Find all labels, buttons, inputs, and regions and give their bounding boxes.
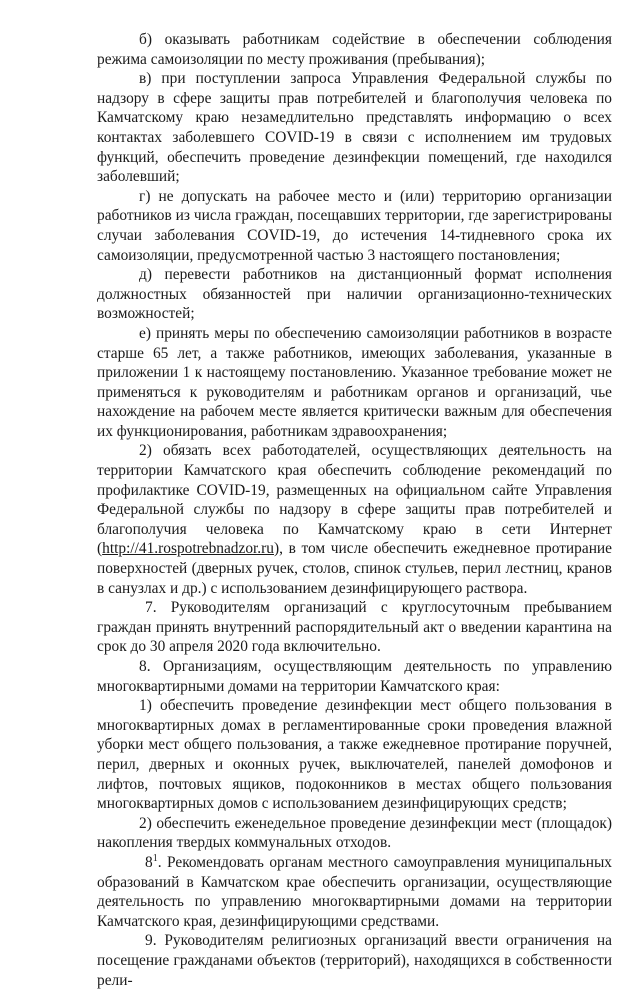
paragraph-d: д) перевести работников на дистанционный формат исполнения должностных обязанностей при наличии организационно-технических возможностей; [97,266,612,323]
paragraph-8-superscript-text: . Рекомендовать органам местного самоуправления муниципальных образований в Камчатском крае обеспечить организации, осуществляющие деятельность по управлению многоквартирными домами на территории Камчатского края, дезинфицирующими средствами. [97,853,612,930]
paragraph-8: 8. Организациям, осуществляющим деятельность по управлению многоквартирными домами на территории Камчатского края: [97,658,612,695]
paragraph-2-text-after: ), в том числе обеспечить ежедневное протирание поверхностей (дверных ручек, столов, спинок стульев, перил лестниц, кранов в санузлах и др.) с использованием дезинфицирующего раствора. [97,540,612,597]
paragraph-b: б) оказывать работникам содействие в обеспечении соблюдения режима самоизоляции по месту проживания (пребывания); [97,31,612,68]
paragraph-2-text-before: 2) обязать всех работодателей, осуществляющих деятельность на территории Камчатского края обеспечить соблюдение рекомендаций по профилактике COVID-19, размещенных на официальном сайте Управления Федеральной службы по надзору в сфере защиты прав потребителей и благополучия человека по Камчатскому краю в сети Интернет ( [97,442,612,558]
paragraph-8-superscript [97,853,612,931]
paragraph-number: 8 [145,853,153,871]
paragraph-9: 9. Руководителям религиозных организаций ввести ограничения на посещение гражданами объектов (территорий), находящихся в собственности рели- [97,932,612,989]
paragraph-e: е) принять меры по обеспечению самоизоляции работников в возрасте старше 65 лет, а также работников, имеющих заболевания, указанные в приложении 1 к настоящему постановлению. Указанное требование может не применяться к руководителям и работникам органов и организаций, чье нахождение на рабочем месте является критически важным для обеспечения их функционирования, работникам здравоохранения; [97,324,612,440]
paragraph-8-1: 1) обеспечить проведение дезинфекции мест общего пользования в многоквартирных домах в регламентированные сроки проведения влажной уборки мест общего пользования, а также ежедневное протирание поручней, перил, дверных и оконных ручек, выключателей, панелей домофонов и лифтов, почтовых ящиков, подоконников в местах общего пользования многоквартирных домов с использованием дезинфицирующих средств; [97,697,612,813]
rospotrebnadzor-link[interactable]: http://41.rospotrebnadzor.ru [102,540,274,558]
paragraph-7: 7. Руководителям организаций с круглосуточным пребыванием граждан принять внутренний распорядительный акт о введении карантина на срок до 30 апреля 2020 года включительно. [97,599,612,656]
paragraph-superscript: 1 [152,852,158,864]
paragraph-g: г) не допускать на рабочее место и (или) территорию организации работников из числа граждан, посещавших территории, где зарегистрированы случаи заболевания COVID-19, до истечения 14-тидневного срока их самоизоляции, предусмотренной частью 3 настоящего постановления; [97,187,612,264]
paragraph-8-2: 2) обеспечить еженедельное проведение дезинфекции мест (площадок) накопления твердых коммунальных отходов. [97,814,612,852]
paragraph-2 [97,441,612,598]
paragraph-v: в) при поступлении запроса Управления Федеральной службы по надзору в сфере защиты прав потребителей и благополучия человека по Камчатскому краю незамедлительно представлять информацию о всех контактах заболевшего COVID-19 в связи с исполнением им трудовых функций, обеспечить проведение дезинфекции помещений, где находился заболевший; [97,70,612,186]
